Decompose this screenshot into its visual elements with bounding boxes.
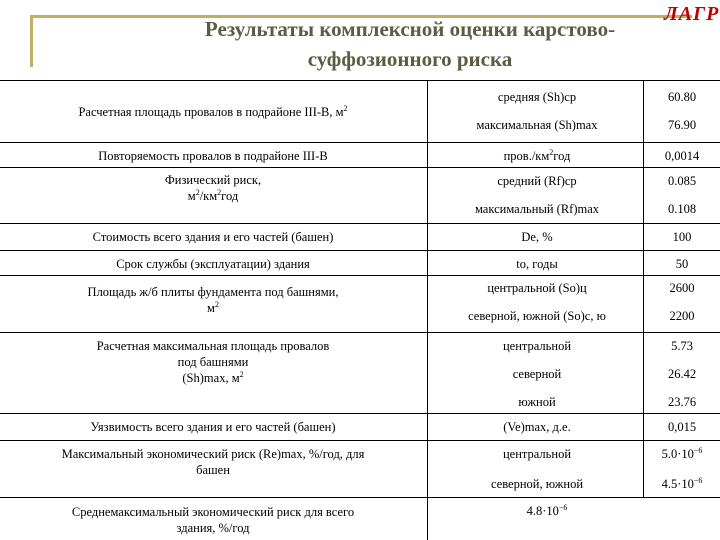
area-avg-param: средняя (Sh)ср <box>497 90 577 104</box>
mean-label: Среднемаксимальный экономический риск для всего здания, %/год <box>71 505 355 535</box>
phys-max-value: 0.108 <box>667 202 697 216</box>
phys-label: Физический риск, $м^2/км^2год$ <box>164 173 262 203</box>
slab-label: Площадь ж/б плиты фундамента под башнями, $м^2$ <box>87 285 339 315</box>
phys-avg-value: 0.085 <box>667 174 697 188</box>
frame-left-line <box>30 15 33 67</box>
repeat-param: $пров./км^2год$ <box>503 147 571 163</box>
econ-north-south-value: $4.5\cdot 10^{-6}$ <box>661 475 703 491</box>
slab-central-param: центральной (So)ц <box>487 281 587 295</box>
area-label: Расчетная площадь провалов в подрайоне III-В, $м^2$ <box>78 103 348 119</box>
repeat-value: 0,0014 <box>664 149 700 163</box>
econ-central-param: центральной <box>502 447 572 461</box>
econ-central-value: $5.0\cdot 10^{-6}$ <box>661 445 703 461</box>
slab-central-value: 2600 <box>669 281 695 295</box>
phys-avg-param: средний (Rf)ср <box>497 174 577 188</box>
phys-max-param: максимальный (Rf)max <box>474 202 600 216</box>
repeat-label: Повторяемость провалов в подрайоне III-В <box>98 149 328 163</box>
slab-north-south-param: северной, южной (So)с, ю <box>468 309 606 323</box>
calc-south-param: южной <box>518 395 556 409</box>
cost-label: Стоимость всего здания и его частей (башен) <box>92 230 334 244</box>
econ-label: Максимальный экономический риск (Re)max, %/год, для башен <box>61 447 365 477</box>
cost-param: De, % <box>521 230 553 244</box>
calc-central-param: центральной <box>502 339 572 353</box>
area-max-param: максимальная (Sh)max <box>476 118 598 132</box>
calc-north-param: северной <box>512 367 562 381</box>
cost-value: 100 <box>672 230 692 244</box>
slide-title <box>150 14 670 74</box>
title-line-2: суффозионного риска <box>307 47 513 71</box>
calc-north-value: 26.42 <box>667 367 697 381</box>
life-label: Срок службы (эксплуатации) здания <box>116 257 310 271</box>
econ-north-south-param: северной, южной <box>490 477 584 491</box>
life-value: 50 <box>675 257 689 271</box>
vuln-value: 0,015 <box>667 420 697 434</box>
area-max-value: 76.90 <box>667 118 697 132</box>
calc-central-value: 5.73 <box>671 339 693 353</box>
lagr-logo: ЛАГР <box>664 3 720 25</box>
mean-value: $4.8\cdot 10^{-6}$ <box>526 502 568 518</box>
calc-label: Расчетная максимальная площадь провалов под башнями (Sh)max, $м^2$ <box>96 339 330 385</box>
area-avg-value: 60.80 <box>667 90 697 104</box>
vuln-param: (Ve)max, д.е. <box>503 420 571 434</box>
slab-north-south-value: 2200 <box>669 309 695 323</box>
life-param: to, годы <box>516 257 558 271</box>
title-line-1: Результаты комплексной оценки карстово- <box>204 17 616 41</box>
vuln-label: Уязвимость всего здания и его частей (башен) <box>90 420 336 434</box>
calc-south-value: 23.76 <box>667 395 697 409</box>
